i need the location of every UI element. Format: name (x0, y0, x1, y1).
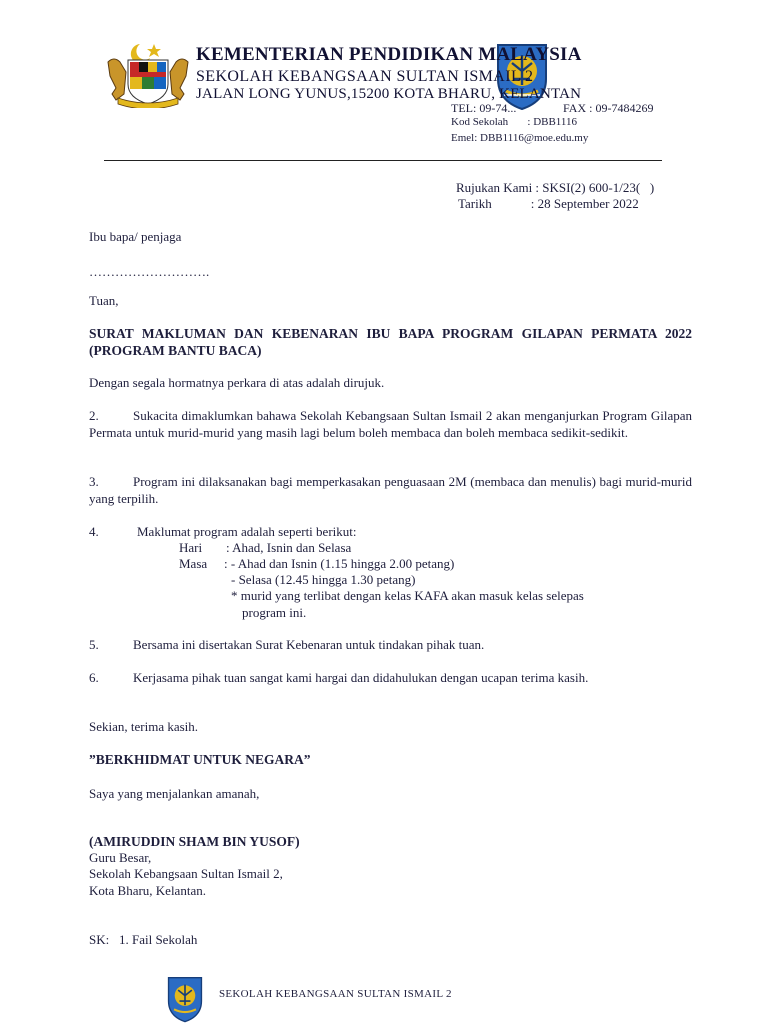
schedule-note-line-2: program ini. (242, 605, 307, 620)
opening-line: Dengan segala hormatnya perkara di atas adalah dirujuk. (89, 375, 385, 390)
schedule-day-value: : Ahad, Isnin dan Selasa (226, 540, 352, 555)
paragraph-3-text: Program ini dilaksanakan bagi memperkasakan penguasaan 2M (membaca dan menulis) bagi murid-murid yang terpilih. (89, 474, 692, 506)
paragraph-5-number: 5. (89, 637, 99, 652)
signatory-school: Sekolah Kebangsaan Sultan Ismail 2, (89, 866, 283, 881)
paragraph-6-number: 6. (89, 670, 99, 685)
salutation: Tuan, (89, 293, 119, 308)
paragraph-2-text: Sukacita dimaklumkan bahawa Sekolah Kebangsaan Sultan Ismail 2 akan menganjurkan Program Gilapan Permata untuk murid-murid yang masih lagi belum boleh membaca dan boleh membaca sedikit-sedikit. (89, 408, 692, 440)
signatory-position: Guru Besar, (89, 850, 152, 865)
closing-thanks: Sekian, terima kasih. (89, 719, 199, 734)
schedule-time-value-1: : - Ahad dan Isnin (1.15 hingga 2.00 petang) (224, 556, 455, 571)
fax-number: FAX : 09-7484269 (563, 101, 654, 115)
signatory-city: Kota Bharu, Kelantan. (89, 883, 206, 898)
footer-school-crest-icon (164, 975, 206, 1023)
schedule-time-label: Masa (179, 556, 208, 571)
paragraph-3 (89, 474, 692, 507)
school-heading: SEKOLAH KEBANGSAAN SULTAN ISMAIL 2 (196, 68, 534, 85)
footer-school-name: SEKOLAH KEBANGSAAN SULTAN ISMAIL 2 (219, 988, 452, 1000)
letter-title: SURAT MAKLUMAN DAN KEBENARAN IBU BAPA PROGRAM GILAPAN PERMATA 2022 (PROGRAM BANTU BACA) (89, 326, 692, 358)
closing-trust: Saya yang menjalankan amanah, (89, 786, 260, 801)
motto: ”BERKHIDMAT UNTUK NEGARA” (89, 752, 311, 767)
malaysia-coat-of-arms-icon (104, 40, 192, 108)
school-email: Emel: DBB1116@moe.edu.my (451, 132, 589, 144)
paragraph-2-number: 2. (89, 408, 99, 423)
paragraph-4-text: Maklumat program adalah seperti berikut: (137, 524, 357, 539)
paragraph-3-number: 3. (89, 474, 99, 489)
letter-date: Tarikh : 28 September 2022 (458, 196, 639, 211)
school-code: Kod Sekolah : DBB1116 (451, 116, 577, 128)
schedule-note-line-1: * murid yang terlibat dengan kelas KAFA akan masuk kelas selepas (231, 588, 584, 603)
schedule-day-label: Hari (179, 540, 203, 555)
paragraph-4-number: 4. (89, 524, 99, 539)
school-address: JALAN LONG YUNUS,15200 KOTA BHARU, KELANTAN (196, 86, 582, 102)
recipient-line: Ibu bapa/ penjaga (89, 229, 182, 244)
ministry-heading: KEMENTERIAN PENDIDIKAN MALAYSIA (196, 44, 582, 65)
telephone-number: TEL: 09-74... (451, 101, 517, 115)
letterhead-divider (104, 160, 662, 161)
signatory-name: (AMIRUDDIN SHAM BIN YUSOF) (89, 834, 300, 849)
paragraph-6-text: Kerjasama pihak tuan sangat kami hargai dan didahulukan dengan ucapan terima kasih. (133, 670, 589, 685)
recipient-placeholder: ………………………. (89, 264, 210, 279)
paragraph-5-text: Bersama ini disertakan Surat Kebenaran untuk tindakan pihak tuan. (133, 637, 485, 652)
carbon-copy: SK: 1. Fail Sekolah (89, 932, 198, 947)
schedule-time-value-2: - Selasa (12.45 hingga 1.30 petang) (231, 572, 416, 587)
reference-number: Rujukan Kami : SKSI(2) 600-1/23( ) (456, 180, 655, 195)
paragraph-2 (89, 408, 692, 441)
